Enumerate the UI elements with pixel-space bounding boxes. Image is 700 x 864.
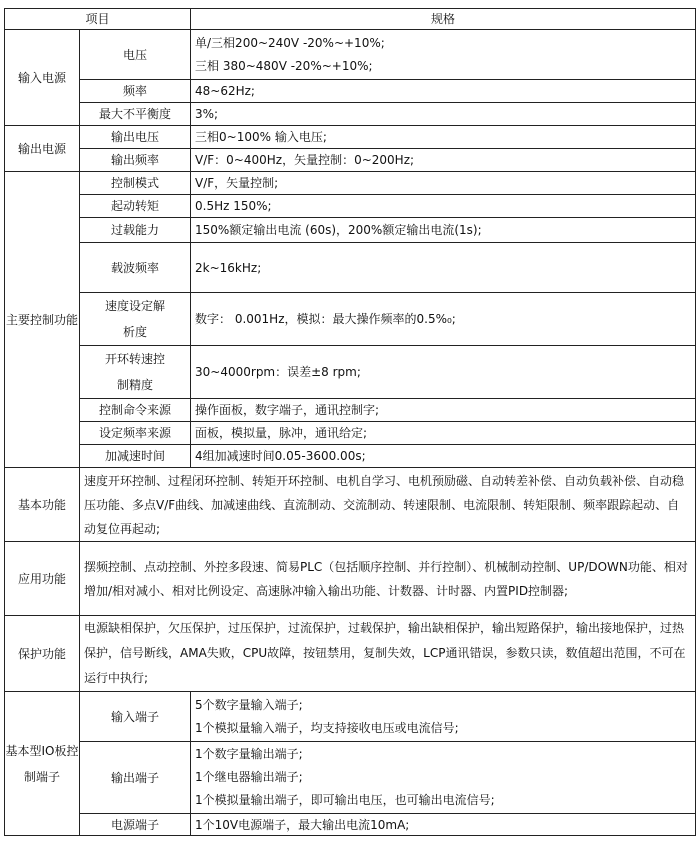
control-row-label: 开环转速控制精度: [80, 346, 191, 399]
io-input-line: 5个数字量输入端子;: [195, 697, 303, 712]
control-row-label: 速度设定解析度: [80, 293, 191, 346]
io-input-value: [191, 692, 696, 742]
io-power-label: 电源端子: [80, 814, 191, 836]
spec-table: [4, 8, 696, 836]
control-row-value: 操作面板，数字端子，通讯控制字;: [191, 399, 696, 422]
output-power-label: 输出电源: [5, 126, 80, 172]
basic-functions-label: 基本功能: [5, 468, 80, 542]
io-output-line: 1个数字量输出端子;: [195, 747, 303, 761]
control-row-label: 控制命令来源: [80, 399, 191, 422]
input-voltage-label: 电压: [80, 30, 191, 80]
header-spec: 规格: [191, 9, 696, 30]
input-imbalance-value: 3%;: [191, 103, 696, 126]
output-voltage-label: 输出电压: [80, 126, 191, 149]
control-row-label: 载波频率: [80, 243, 191, 293]
control-row-label: 起动转矩: [80, 195, 191, 218]
control-row-label: 过载能力: [80, 218, 191, 243]
control-row-value: 数字： 0.001Hz，模拟：最大操作频率的0.5%₀;: [191, 293, 696, 346]
control-row-value: 150%额定输出电流 (60s)，200%额定输出电流(1s);: [191, 218, 696, 243]
control-row-value: 2k~16kHz;: [191, 243, 696, 293]
input-frequency-value: 48~62Hz;: [191, 80, 696, 103]
control-row-value: 面板，模拟量，脉冲，通讯给定;: [191, 422, 696, 445]
input-power-label: 输入电源: [5, 30, 80, 126]
io-power-value: 1个10V电源端子，最大输出电流10mA;: [191, 814, 696, 836]
output-frequency-value: V/F：0~400Hz，矢量控制：0~200Hz;: [191, 149, 696, 172]
output-voltage-value: 三相0~100% 输入电压;: [191, 126, 696, 149]
input-voltage-line: 三相 380~480V -20%~+10%;: [195, 58, 373, 73]
io-output-label: 输出端子: [80, 742, 191, 814]
header-item: 项目: [5, 9, 191, 30]
basic-functions-text: 速度开环控制、过程闭环控制、转矩开环控制、电机自学习、电机预励磁、自动转差补偿、自动负载补偿、自动稳压功能、多点V/F曲线、加减速曲线、直流制动、交流制动、转速限制、电流限制、转矩限制、频率跟踪起动、自动复位再起动;: [80, 468, 696, 542]
input-imbalance-label: 最大不平衡度: [80, 103, 191, 126]
header-row: [5, 9, 696, 30]
control-row-label: 控制模式: [80, 172, 191, 195]
output-frequency-label: 输出频率: [80, 149, 191, 172]
control-row-value: 30~4000rpm：误差±8 rpm;: [191, 346, 696, 399]
input-voltage-value: [191, 30, 696, 80]
io-output-line: 1个模拟量输出端子，即可输出电压，也可输出电流信号;: [195, 793, 495, 807]
input-voltage-line: 单/三相200~240V -20%~+10%;: [195, 35, 385, 50]
io-input-line: 1个模拟量输入端子，均支持接收电压或电流信号;: [195, 720, 459, 735]
control-row-label: 加减速时间: [80, 445, 191, 468]
control-row-label: 设定频率来源: [80, 422, 191, 445]
io-output-value: [191, 742, 696, 814]
io-output-line: 1个继电器输出端子;: [195, 770, 303, 784]
control-row-value: 4组加减速时间0.05-3600.00s;: [191, 445, 696, 468]
control-row-value: 0.5Hz 150%;: [191, 195, 696, 218]
control-row-value: V/F，矢量控制;: [191, 172, 696, 195]
main-control-label: 主要控制功能: [5, 172, 80, 468]
io-input-label: 输入端子: [80, 692, 191, 742]
application-functions-label: 应用功能: [5, 542, 80, 616]
protection-functions-label: 保护功能: [5, 616, 80, 692]
protection-functions-text: 电源缺相保护，欠压保护，过压保护，过流保护，过载保护，输出缺相保护，输出短路保护，输出接地保护，过热保护，信号断线，AMA失败，CPU故障，按钮禁用，复制失效，LCP通讯错误，参数只读，数值超出范围，不可在运行中执行;: [80, 616, 696, 692]
application-functions-text: 摆频控制、点动控制、外控多段速、简易PLC（包括顺序控制、并行控制）、机械制动控制、UP/DOWN功能、相对增加/相对减小、相对比例设定、高速脉冲输入输出功能、计数器、计时器、内置PID控制器;: [80, 542, 696, 616]
input-frequency-label: 频率: [80, 80, 191, 103]
io-board-label: 基本型IO板控制端子: [5, 692, 80, 836]
